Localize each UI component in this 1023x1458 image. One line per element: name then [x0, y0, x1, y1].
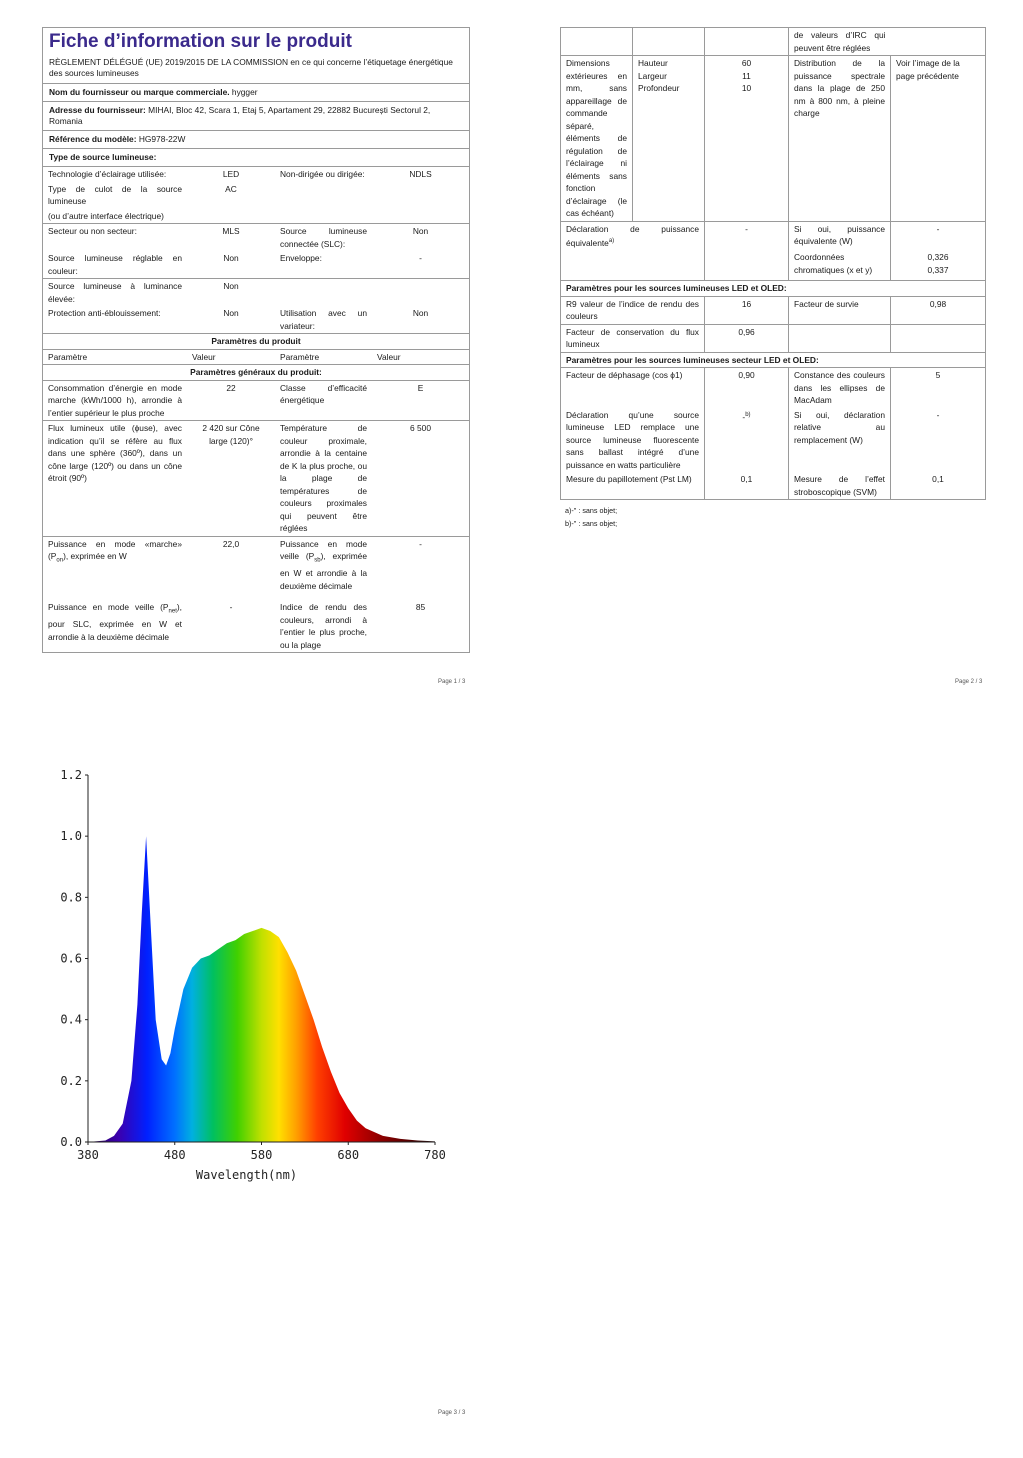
params-heading: Paramètres du produit	[43, 334, 469, 350]
pon-label-b: ), exprimée en W	[63, 551, 127, 561]
replacement-value	[705, 408, 789, 473]
replacement-sup: b)	[745, 411, 751, 418]
table-row	[43, 365, 469, 381]
macadam-label: Constance des couleurs dans les ellipses de MacAdam	[789, 368, 891, 408]
flux-label: Flux lumineux utile (ϕuse), avec indication qu’il se réfère au flux dans une sphère (360º), dans un cône large (120º) ou dans un cône étroit (90º)	[43, 421, 187, 537]
table-row	[43, 536, 469, 593]
table-row	[561, 281, 986, 297]
table-row	[43, 306, 469, 334]
page-title: Fiche d’information sur le produit	[49, 31, 352, 52]
spectrum-area	[88, 836, 435, 1142]
footnote-b: b)-" : sans objet;	[565, 519, 618, 529]
y-tick-label: 1.2	[60, 768, 82, 782]
dimensions-values	[705, 56, 789, 222]
pon-value: 22,0	[187, 536, 275, 593]
directed-label: Non-dirigée ou dirigée:	[275, 167, 372, 182]
height-value: 60	[741, 58, 752, 68]
cri-value: 85	[415, 602, 426, 613]
width-label: Largeur	[638, 70, 667, 81]
x-tick-label: 580	[250, 1148, 273, 1162]
table-row	[561, 368, 986, 408]
table-row	[561, 56, 986, 222]
chromaticity-values	[891, 250, 986, 281]
psb-value: -	[372, 536, 469, 593]
model-line	[43, 130, 469, 148]
phase-factor-label: Facteur de déphasage (cos ϕ1)	[561, 368, 705, 408]
x-tick-label: 780	[424, 1148, 446, 1162]
colour-tunable-value: Non	[223, 253, 239, 263]
flicker-value: 0,1	[705, 472, 789, 500]
cap-note: (ou d’autre interface électrique)	[48, 210, 164, 221]
model-label: Référence du modèle:	[49, 134, 137, 144]
table-row	[561, 352, 986, 368]
y-tick-label: 0.2	[60, 1073, 82, 1088]
pon-label-a: Puissance en mode «marche» (P	[48, 538, 182, 561]
dimensions-label: Dimensions extérieures en mm, sans appareillage de commande séparé, éléments de régulation de l’éclairage ni éléments sans fonction d’éclairage (le cas échéant)	[561, 56, 633, 222]
table-row	[561, 472, 986, 500]
page-number-1: Page 1 / 3	[438, 679, 466, 685]
page-1-sheet	[42, 27, 470, 653]
equivalent-power-label	[561, 221, 705, 250]
col-param-1: Paramètre	[43, 349, 187, 365]
y-tick-label: 0.8	[60, 890, 82, 905]
psb-label-a: Puissance en mode veille (P	[280, 538, 367, 561]
type-heading	[43, 148, 469, 166]
chromaticity-x: 0,326	[927, 252, 949, 263]
tech-label: Technologie d’éclairage utilisée:	[43, 167, 187, 182]
table-row	[561, 221, 986, 250]
r9-label: R9 valeur de l’indice de rendu des couleurs	[561, 296, 705, 324]
phase-factor-value: 0,90	[705, 368, 789, 408]
col-value-1: Valeur	[187, 349, 275, 365]
table-row	[43, 167, 469, 182]
footnote-a: a)-" : sans objet;	[565, 506, 618, 516]
anti-glare-label: Protection anti-éblouissement:	[48, 308, 161, 318]
cct-value: 6 500	[372, 421, 469, 537]
replacement-dash: -	[742, 411, 746, 422]
colour-tunable-label: Source lumineuse réglable en couleur:	[48, 253, 182, 276]
table-row	[43, 334, 469, 350]
efficiency-class-label: Classe d’efficacité énergétique	[275, 380, 372, 421]
chromaticity-label: Coordonnées chromatiques (x et y)	[789, 250, 891, 281]
page-number-3: Page 3 / 3	[438, 1410, 466, 1416]
flicker-label: Mesure du papillotement (Pst LM)	[561, 472, 705, 500]
table-row	[561, 250, 986, 281]
equivalent-watt-label: Si oui, puissance équivalente (W)	[789, 221, 891, 250]
survival-value: 0,98	[891, 296, 986, 324]
spd-label: Distribution de la puissance spectrale dans la plage de 250 nm à 800 nm, à pleine charge	[789, 56, 891, 222]
supplier-line	[43, 83, 469, 101]
flux-value: 2 420 sur Cône large (120)°	[187, 421, 275, 537]
slc-label: Source lumineuse connectée (SLC):	[275, 224, 372, 252]
pnet-value: -	[229, 602, 233, 613]
x-tick-label: 380	[77, 1148, 99, 1162]
col-value-2: Valeur	[372, 349, 469, 365]
address-value: MIHAI, Bloc 42, Scara 1, Etaj 5, Apartament 29, 22882 București Sectorul 2, Romania	[49, 105, 431, 126]
pnet-label	[43, 593, 187, 652]
table-row	[43, 279, 469, 307]
macadam-value: 5	[891, 368, 986, 408]
table-row	[43, 251, 469, 279]
x-axis-title: Wavelength(nm)	[195, 1168, 298, 1182]
survival-label: Facteur de survie	[789, 296, 891, 324]
depth-label: Profondeur	[638, 83, 680, 93]
table-row	[43, 380, 469, 421]
supplier-label: Nom du fournisseur ou marque commerciale.	[49, 87, 230, 97]
replacement-watt-value: -	[936, 409, 940, 420]
table-row	[43, 224, 469, 252]
dimmer-value: Non	[412, 308, 429, 318]
product-table-continued	[560, 27, 986, 500]
mains-value: MLS	[187, 224, 275, 252]
high-luminance-label: Source lumineuse à luminance élevée:	[43, 279, 187, 307]
r9-value: 16	[705, 296, 789, 324]
replacement-label: Déclaration qu’une source lumineuse LED remplace une source lumineuse fluorescente sans ballast intégré d’une puissance en watts particulière	[561, 408, 705, 473]
pnet-label-a: Puissance en mode veille (P	[48, 602, 169, 613]
y-tick-label: 0.4	[60, 1012, 82, 1027]
table-row	[43, 182, 469, 209]
y-tick-label: 0.6	[60, 951, 82, 966]
psb-label-sub: sb	[314, 557, 321, 564]
dimensions-axes	[633, 56, 705, 222]
page-number-2: Page 2 / 3	[955, 679, 983, 685]
cct-label: Température de couleur proximale, arrondie à la centaine de K la plus proche, ou la plage de températures de couleurs proximales qui peuvent être réglées	[275, 421, 372, 537]
pnet-label-sub: net	[168, 608, 177, 615]
pnet-label-b: ), pour SLC, exprimée en W et arrondie à la deuxième décimale	[48, 602, 182, 642]
energy-value: 22	[187, 380, 275, 421]
table-header-row	[43, 349, 469, 365]
slc-value: Non	[372, 224, 469, 252]
table-row	[43, 209, 469, 224]
width-value: 11	[742, 70, 751, 81]
height-label: Hauteur	[638, 58, 668, 68]
y-tick-label: 0.0	[60, 1135, 82, 1149]
col-param-2: Paramètre	[275, 349, 372, 365]
cap-value: AC	[225, 183, 237, 194]
high-luminance-value: Non	[187, 279, 275, 307]
x-tick-label: 480	[163, 1148, 186, 1162]
depth-value: 10	[741, 83, 752, 93]
footnotes	[560, 500, 985, 534]
efficiency-class-value: E	[372, 380, 469, 421]
table-row	[561, 324, 986, 352]
pon-label-sub: on	[56, 557, 64, 564]
table-row	[561, 408, 986, 473]
envelope-label: Enveloppe:	[280, 253, 322, 263]
y-tick-label: 1.0	[60, 829, 82, 844]
regulation-text: RÈGLEMENT DÉLÉGUÉ (UE) 2019/2015 DE LA COMMISSION en ce qui concerne l’étiquetage énergétique des sources lumineuses	[49, 57, 453, 78]
product-table	[43, 166, 469, 652]
mains-led-heading: Paramètres pour les sources lumineuses secteur LED et OLED:	[561, 352, 986, 368]
psb-label	[275, 536, 372, 593]
flux-maintenance-label: Facteur de conservation du flux lumineux	[561, 324, 705, 352]
equivalent-watt-value: -	[891, 221, 986, 250]
pon-label	[43, 536, 187, 593]
cri-label: Indice de rendu des couleurs, arrondi à l’entier le plus proche, ou la plage	[280, 602, 367, 650]
table-row	[43, 593, 469, 652]
table-row	[43, 421, 469, 537]
stroboscopic-value: 0,1	[932, 474, 944, 485]
address-line	[43, 101, 469, 130]
page-2-sheet	[560, 27, 985, 534]
spectrum-chart	[55, 760, 455, 1190]
tech-value: LED	[187, 167, 275, 182]
anti-glare-value: Non	[223, 308, 239, 318]
flux-maintenance-value: 0,96	[705, 324, 789, 352]
irc-continued: de valeurs d’IRC qui peuvent être réglées	[794, 30, 886, 53]
table-row	[561, 28, 986, 56]
general-heading: Paramètres généraux du produit:	[43, 365, 469, 381]
equivalent-power-text: Déclaration de puissance équivalente	[566, 223, 699, 248]
table-row	[561, 296, 986, 324]
energy-label: Consommation d’énergie en mode marche (kWh/1000 h), arrondie à l’entier supérieur le plus proche	[43, 380, 187, 421]
equivalent-power-value: -	[705, 221, 789, 250]
dimmer-label: Utilisation avec un variateur:	[280, 308, 367, 331]
cap-label: Type de culot de la source lumineuse	[48, 183, 182, 206]
type-heading-label: Type de source lumineuse:	[49, 152, 157, 162]
address-label: Adresse du fournisseur:	[49, 105, 146, 115]
replacement-watt-label: Si oui, déclaration relative au remplacement (W)	[789, 408, 891, 473]
spd-value: Voir l’image de la page précédente	[891, 56, 986, 222]
x-tick-label: 680	[337, 1148, 360, 1162]
supplier-value: hygger	[231, 87, 258, 97]
equivalent-power-sup: a)	[608, 238, 615, 244]
directed-value: NDLS	[372, 167, 469, 182]
mains-label: Secteur ou non secteur:	[43, 224, 187, 252]
led-heading: Paramètres pour les sources lumineuses LED et OLED:	[561, 281, 986, 297]
chromaticity-y: 0,337	[927, 264, 949, 275]
psb-label-b: ), exprimée en W et arrondie à la deuxième décimale	[280, 551, 367, 591]
model-value: HG978-22W	[138, 134, 186, 144]
stroboscopic-label: Mesure de l’effet stroboscopique (SVM)	[789, 472, 891, 500]
envelope-value: -	[419, 253, 422, 263]
